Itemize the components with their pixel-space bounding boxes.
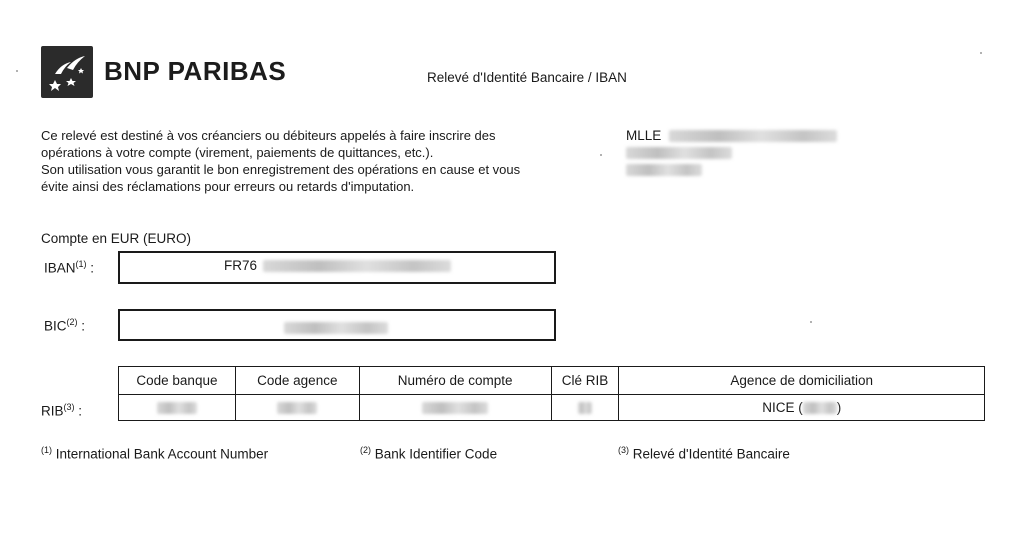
redacted-holder-name: [669, 130, 837, 142]
footnote-rib: $^{(3)}$ Relevé d'Identité Bancaire: [618, 445, 790, 462]
redacted-code-agence: [277, 402, 317, 414]
bic-field: [118, 309, 556, 341]
document-title: Relevé d'Identité Bancaire / IBAN: [427, 70, 627, 85]
redacted-agency-code: [803, 402, 837, 414]
scan-speck: [600, 154, 602, 156]
header-code-agence: Code agence: [235, 367, 359, 395]
account-holder-block: [626, 127, 846, 178]
header-cle-rib: Clé RIB: [551, 367, 619, 395]
scan-speck: [810, 321, 812, 323]
rib-note-ref: (3): [63, 402, 75, 412]
rib-table: [118, 366, 985, 421]
redacted-code-banque: [157, 402, 197, 414]
holder-title: MLLE: [626, 128, 662, 143]
rib-values-row: [119, 395, 985, 421]
iban-note-ref: (1): [75, 259, 87, 269]
account-currency-label: Compte en EUR (EURO): [41, 231, 192, 246]
brand-name: BNP PARIBAS: [104, 56, 287, 86]
bic-note-ref: (2): [66, 317, 78, 327]
cle-rib-cell: [551, 395, 619, 421]
code-banque-cell: [119, 395, 236, 421]
rib-header-row: [119, 367, 985, 395]
redacted-cle-rib: [578, 402, 592, 414]
header-numero-compte: Numéro de compte: [359, 367, 551, 395]
iban-prefix: FR76: [224, 258, 258, 273]
redacted-iban-number: [263, 260, 451, 272]
redacted-numero-compte: [422, 402, 488, 414]
bnp-stars-birds-icon: [41, 46, 93, 98]
rib-label: RIB$^{(3)}$ :: [41, 402, 83, 419]
code-agence-cell: [235, 395, 359, 421]
header-agence-domiciliation: Agence de domiciliation: [619, 367, 985, 395]
intro-line: évite ainsi des réclamations pour erreurs ou retards d'imputation.: [41, 179, 415, 194]
intro-line: opérations à votre compte (virement, paiements de quittances, etc.).: [41, 145, 434, 160]
redacted-bic-code: [284, 322, 388, 334]
footnote-bic: $^{(2)}$ Bank Identifier Code: [360, 445, 498, 462]
agence-domiciliation-cell: NICE ( ): [619, 395, 985, 421]
iban-label: IBAN$^{(1)}$ :: [44, 259, 95, 276]
scan-speck: [980, 52, 982, 54]
footnote-iban: $^{(1)}$ International Bank Account Number: [41, 445, 269, 462]
scan-speck: [16, 70, 18, 72]
intro-line: Ce relevé est destiné à vos créanciers ou débiteurs appelés à faire inscrire des: [41, 128, 496, 143]
redacted-holder-city: [626, 164, 702, 176]
header-code-banque: Code banque: [119, 367, 236, 395]
numero-compte-cell: [359, 395, 551, 421]
intro-line: Son utilisation vous garantit le bon enregistrement des opérations en cause et vous: [41, 162, 521, 177]
bic-label: BIC$^{(2)}$ :: [44, 317, 86, 334]
intro-paragraph: [41, 127, 581, 195]
redacted-holder-address: [626, 147, 732, 159]
agency-city: NICE (: [762, 400, 803, 415]
iban-field: [118, 251, 556, 284]
